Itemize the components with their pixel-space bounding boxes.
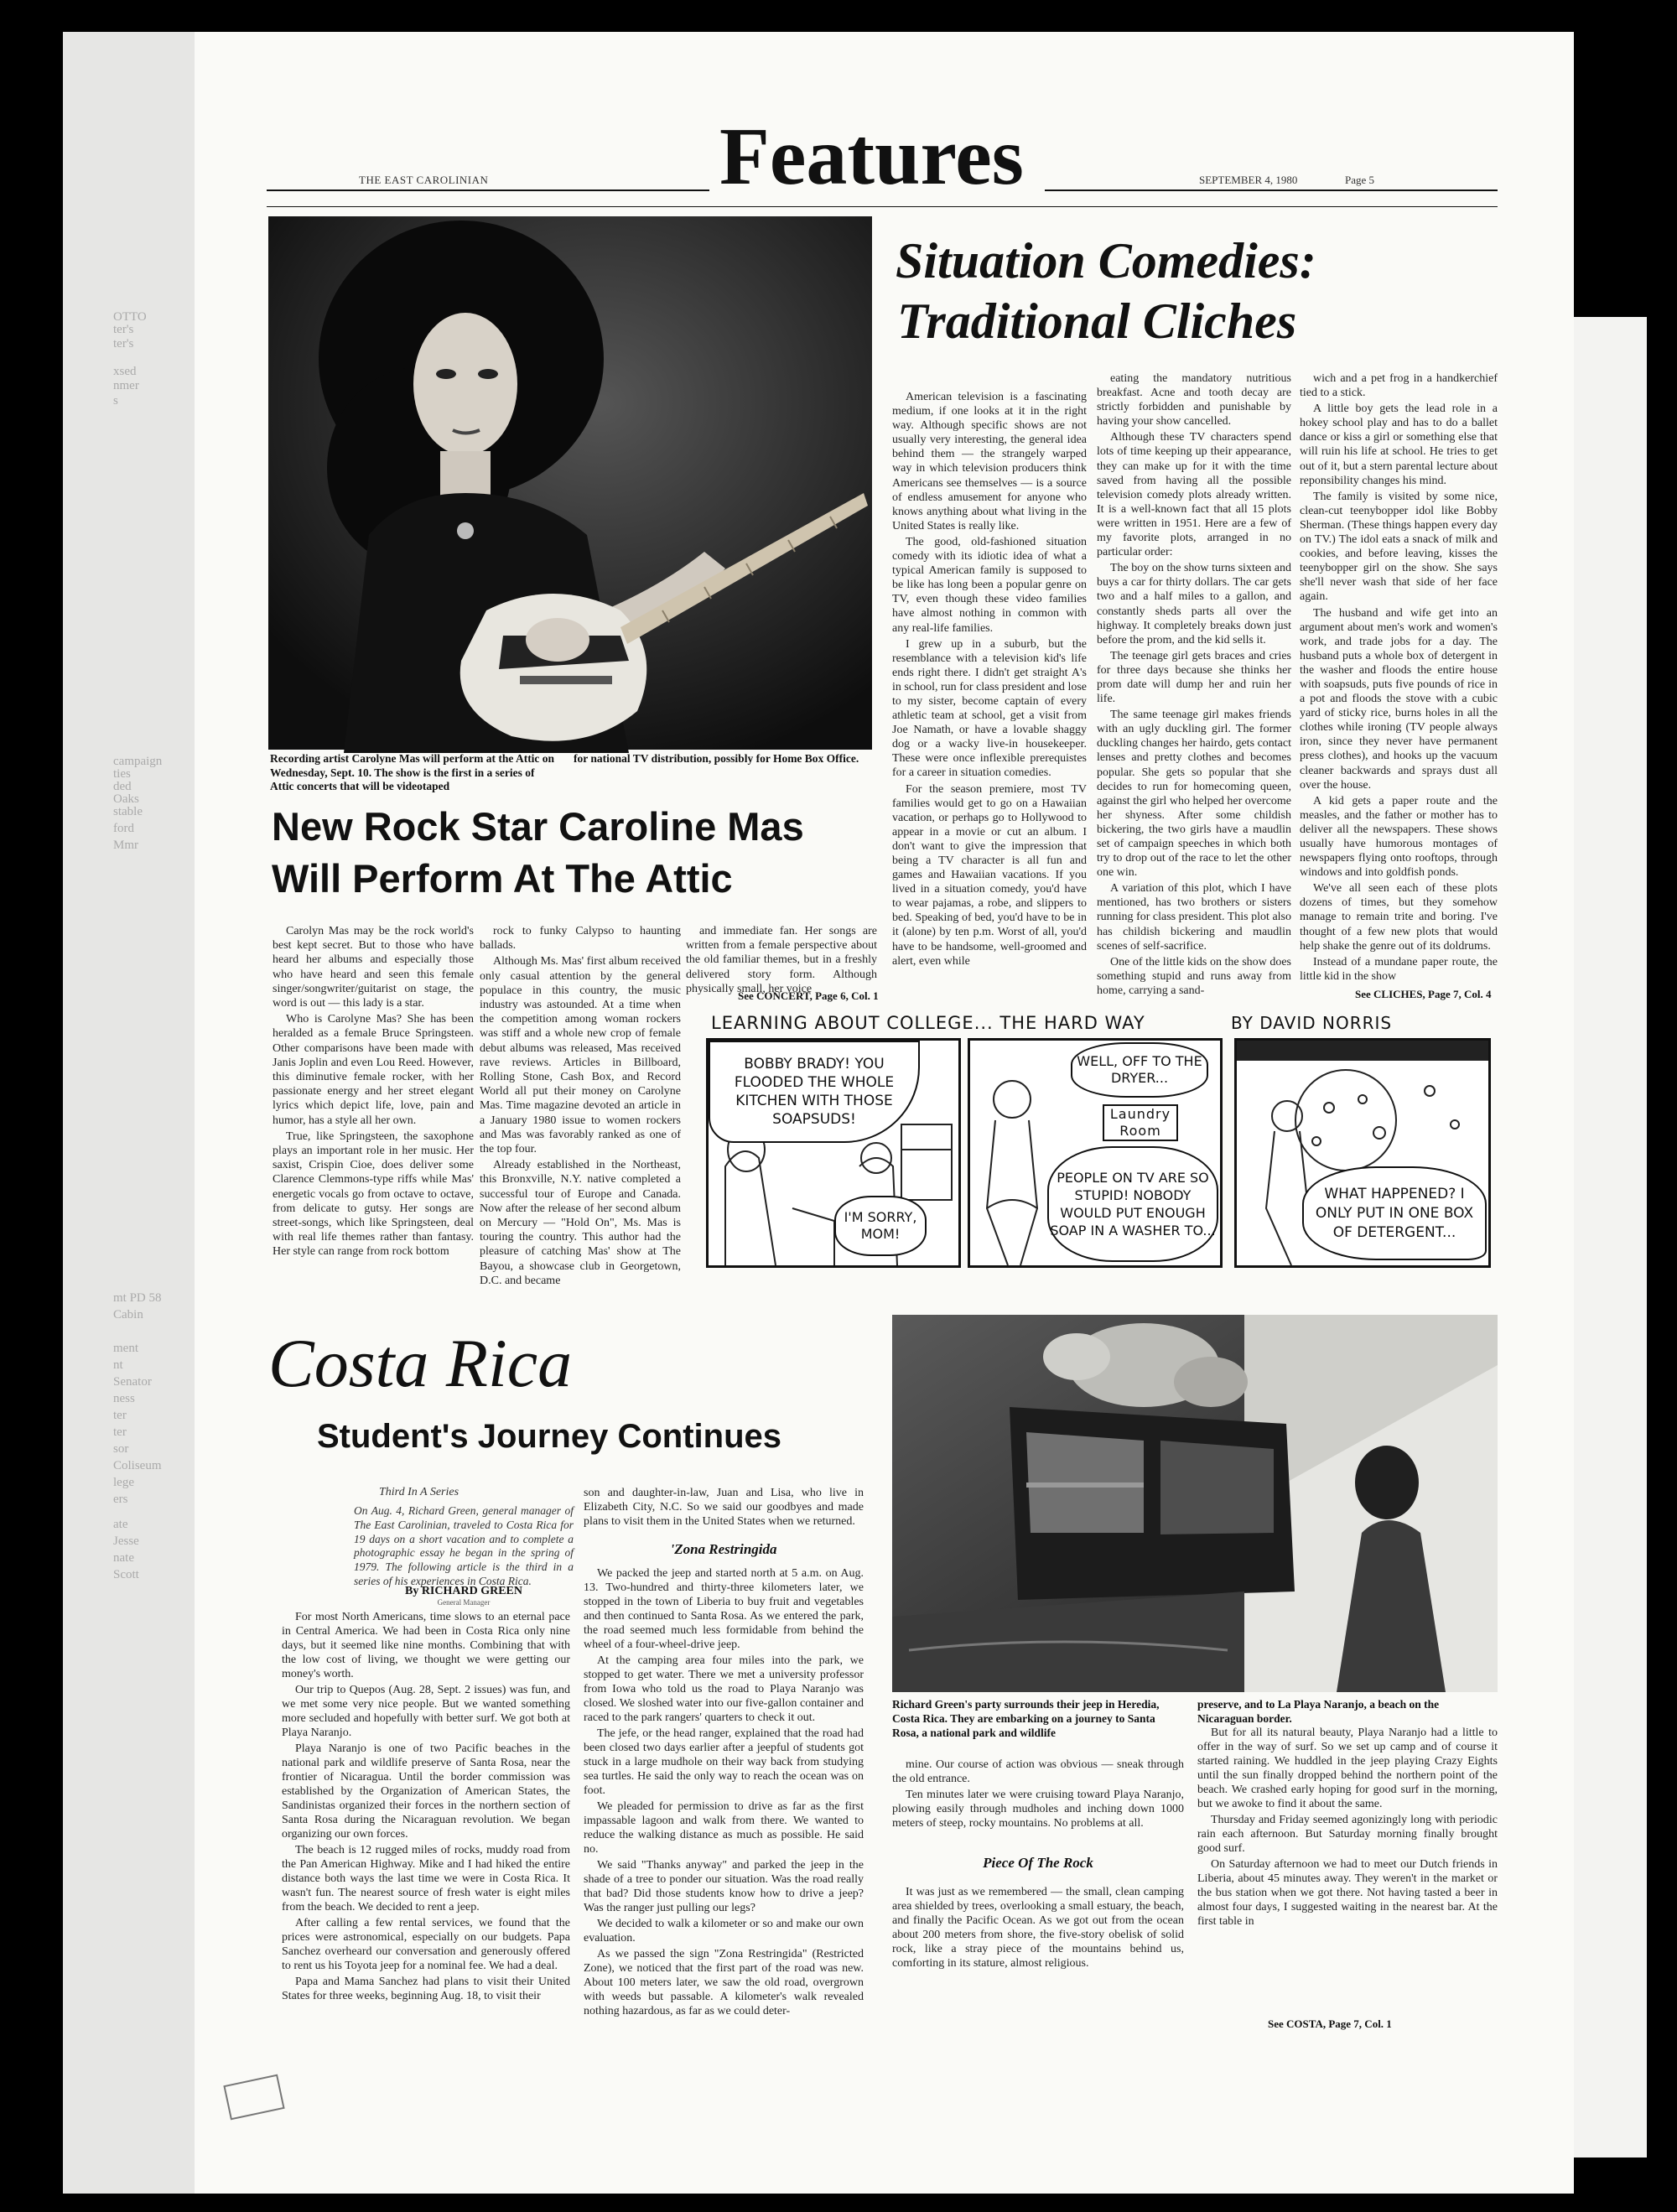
sitcom-paragraph: Although these TV characters spend lots of time keeping up their appearance, they can make up for it with the time saved from having all the possible television comedy plots already written. It is a well-known fact that all 15 plots were written in 1951. Here are a few of my favorite plots, arranged in no particular order: bbox=[1097, 431, 1291, 559]
comic-panel-1 bbox=[706, 1038, 961, 1268]
previous-page-word: ded bbox=[113, 780, 132, 793]
comic-panel-1-balloon-1: BOBBY BRADY! YOU FLOODED THE WHOLE KITCHEN WITH THOSE SOAPSUDS! bbox=[709, 1041, 920, 1143]
concert-paragraph: Although Ms. Mas' first album received only casual attention by the general populace in this country, the music industry was astounded. At a time when the competition among woman rockers was stiff and a whole new crop of female debut albums was released, Mas received rave reviews. Articles in Billboard, Rolling Stone, Cash Box, and Record World all put their money on Carolyne Mas. Time magazine devoted an article in a January 1980 issue to women rockers and Mas was favorably ranked as one of the top four. bbox=[480, 955, 681, 1156]
previous-page-word: Oaks bbox=[113, 792, 139, 806]
previous-page-word: Jesse bbox=[113, 1534, 139, 1548]
comic-panel-2-balloon-2: PEOPLE ON TV ARE SO STUPID! NOBODY WOULD PUT ENOUGH SOAP IN A WASHER TO... bbox=[1047, 1146, 1218, 1262]
carolyne-mas-photo bbox=[268, 216, 872, 750]
previous-page-word: ment bbox=[113, 1342, 138, 1355]
previous-page-word: ers bbox=[113, 1493, 128, 1506]
sitcom-paragraph: The husband and wife get into an argument about men's work and women's work, and trade jobs for a day. The husband puts a whole box of detergent in the washer and floods the entire house with soapsuds, puts five pounds of rice in a pot and floods the stove with a cubic yard of sticky rice, burns holes in all the clothes while ironing (TV people always iron, since they never have permanent press clothes), and hooks up the vacuum cleaner backwards and sprays dust all over the house. bbox=[1300, 606, 1498, 792]
comic-panel-2-sign: Laundry Room bbox=[1103, 1104, 1178, 1141]
sitcom-paragraph: A kid gets a paper route and the measles, and the father or mother has to deliver all the newspapers. These shows usually have humorous montages of newspapers flying onto rooftops, through windows and into goldfish ponds. bbox=[1300, 794, 1498, 880]
costa-paragraph: Thursday and Friday seemed agonizingly long with periodic rain each afternoon. But Saturday morning finally brought good surf. bbox=[1197, 1814, 1498, 1855]
costa-paragraph: For most North Americans, time slows to an eternal pace in Central America. We had been in Costa Rica only nine days, but it seemed like nine months. Combining that with the low cost of living, we thought we were getting our money's worth. bbox=[282, 1611, 570, 1680]
concert-headline-line2: Will Perform At The Attic bbox=[272, 856, 733, 901]
costa-paragraph: But for all its natural beauty, Playa Naranjo had a little to offer in the way of surf. So we set up camp and of course it started raining. We huddled in the jeep playing Crazy Eights until the sun finally dropped behind the northern point of the beach. We crashed early hoping for good surf in the morning, but we awoke to find it about the same. bbox=[1197, 1727, 1498, 1810]
sitcom-paragraph: Instead of a mundane paper route, the little kid in the show bbox=[1300, 955, 1498, 983]
sitcom-headline-line2: Traditional Cliches bbox=[897, 293, 1297, 349]
costa-paragraph: As we passed the sign "Zona Restringida" (Restricted Zone), we noticed that the first part of the road was new. About 100 meters later, we saw the old road, overgrown with weeds but passable. A kilometer's walk revealed nothing hazardous, as far as we could deter- bbox=[584, 1948, 864, 2017]
sitcom-headline-line1: Situation Comedies: bbox=[896, 233, 1316, 288]
concert-paragraph: Already established in the Northeast, this Bronxville, N.Y. native completed a successful tour of Europe and Canada. Now after the release of her second album on Mercury — "Hold On", Ms. Mas is touring the country. This author had the pleasure of catching Mas' show at The Bayou, a showcase club in Georgetown, D.C. and became bbox=[480, 1159, 681, 1287]
sitcom-column-2 bbox=[1097, 371, 1291, 997]
costa-paragraph: The jefe, or the head ranger, explained that the road had been closed two days earlier after a jeepful of students got stuck in a large mudhole on their way back from studying sea turtles. He said the only way to reach the ocean was on foot. bbox=[584, 1727, 864, 1797]
previous-page-word: Scott bbox=[113, 1568, 139, 1581]
costa-byline-title: General Manager bbox=[437, 1598, 491, 1607]
sitcom-paragraph: For the season premiere, most TV families would get to go on a Hawaiian vacation, or perhaps go to Hollywood to appear in a movie or cut an album. I don't want to give the impression that being a TV character is all fun and games and Hawaiian vacations. If you lived in a situation comedy, you'd have to wear pajamas, a robe, and slippers to bed. Speaking of bed, you'd have to be in it (alone) by ten p.m. Worst of all, you'd have to be handsome, well-groomed and alert, even while bbox=[892, 782, 1087, 968]
concert-column-1 bbox=[273, 924, 474, 1300]
comic-panel-3-balloon: WHAT HAPPENED? I ONLY PUT IN ONE BOX OF DETERGENT... bbox=[1302, 1166, 1487, 1260]
previous-page-word: nate bbox=[113, 1551, 134, 1565]
previous-page-word: Senator bbox=[113, 1375, 152, 1389]
costa-column-4 bbox=[1197, 1726, 1498, 2009]
costa-paragraph: It was just as we remembered — the small, clean camping area shielded by trees, overlooking a small estuary, the beach, and finally the Pacific Ocean. As we got out from the ocean about 200 meters from shore, the five-story obelisk of solid rock, like a stray piece of the mountains behind us, comforting in its stature, almost religious. bbox=[892, 1886, 1184, 1970]
jeep-photo bbox=[892, 1315, 1498, 1692]
previous-page-word: nmer bbox=[113, 379, 139, 392]
costa-column-2 bbox=[584, 1566, 864, 2115]
previous-page-word: ter bbox=[113, 1409, 127, 1422]
sitcom-paragraph: The boy on the show turns sixteen and buys a car for thirty dollars. The car gets two and a half miles to a gallon, and constantly sheds parts all over the highway. It completely breaks down just before the prom, and the kid sells it. bbox=[1097, 562, 1291, 646]
masthead-rule-left bbox=[267, 190, 709, 191]
sitcom-paragraph: I grew up in a suburb, but the resemblance with a television kid's life ends right there. I didn't get straight A's in school, run for class president and lose to my sister, become captain of every athletic team at school, get a visit from Joe Namath, or have a lovable shaggy dog or a wacky live-in housekeeper. These were once inflexible prerequistes for a career in situation comedies. bbox=[892, 637, 1087, 780]
previous-page-word: Cabin bbox=[113, 1308, 143, 1321]
costa-paragraph: Ten minutes later we were cruising toward Playa Naranjo, plowing easily through mudholes and inching down 1000 meters of steep, rocky mountains. No problems at all. bbox=[892, 1789, 1184, 1830]
sitcom-paragraph: A little boy gets the lead role in a hokey school play and has to do a ballet dance or kiss a girl or something else that will ruin his life at school. He tries to get out of it, but a stern parental lecture about reponsibility changes his mind. bbox=[1300, 402, 1498, 487]
section-title: Features bbox=[719, 112, 1024, 202]
previous-page-word: mt PD 58 bbox=[113, 1291, 162, 1305]
comic-title: LEARNING ABOUT COLLEGE... THE HARD WAY bbox=[711, 1013, 1145, 1033]
concert-paragraph: and immediate fan. Her songs are written from a female perspective about the old familiar themes, but in a freshly delivered story form. Although physically small, her voice bbox=[686, 925, 877, 995]
costa-paragraph: Playa Naranjo is one of two Pacific beaches in the national park and wildlife preserve of Santa Rosa, near the frontier of Nicaragua. Until the border commission was established by the Organization of American States, the Sandinistas organized their forces in the northern section of Santa Rosa during the Nicaraguan revolution. We began organizing our own forces. bbox=[282, 1742, 570, 1841]
masthead-date: SEPTEMBER 4, 1980 bbox=[1199, 174, 1298, 186]
sitcom-paragraph: wich and a pet frog in a handkerchief tied to a stick. bbox=[1300, 372, 1498, 400]
costa-paragraph: mine. Our course of action was obvious — sneak through the old entrance. bbox=[892, 1758, 1184, 1785]
previous-page-word: OTTO bbox=[113, 310, 147, 324]
previous-page-word: s bbox=[113, 394, 118, 408]
costa-subhead: Student's Journey Continues bbox=[317, 1418, 782, 1455]
concert-paragraph: Carolyn Mas may be the rock world's best kept secret. But to those who have heard her albums and especially those who have heard and seen this female singer/songwriter/guitarist on stage, the word is out — this lady is a star. bbox=[273, 925, 474, 1010]
previous-page-word: campaign bbox=[113, 755, 163, 768]
sitcom-paragraph: The teenage girl gets braces and cries for three days because she thinks her prom date will dump her and ruin her life. bbox=[1097, 649, 1291, 706]
concert-headline-line1: New Rock Star Caroline Mas bbox=[272, 804, 804, 849]
costa-column-3-subhead: Piece Of The Rock bbox=[983, 1855, 1093, 1871]
sitcom-column-1 bbox=[892, 390, 1087, 987]
previous-page-word: xsed bbox=[113, 365, 137, 378]
sitcom-paragraph: One of the little kids on the show does something stupid and runs away from home, carrying a sand- bbox=[1097, 955, 1291, 997]
previous-page-word: ate bbox=[113, 1518, 128, 1531]
sitcom-paragraph: The family is visited by some nice, clean-cut teenybopper idol like Bobby Sherman. (These things happen every day on TV.) The idol eats a snack of milk and cookies, and before leaving, kisses the teenybopper girl on the show. She says she'll never wash that side of her face again. bbox=[1300, 490, 1498, 604]
previous-page-word: Coliseum bbox=[113, 1459, 162, 1472]
concert-paragraph: Who is Carolyne Mas? She has been heralded as a female Bruce Springsteen. Other comparisons have been made with Janis Joplin and even Lou Reed. However, this diminutive female rocker, with her passionate energy and her street elegant lyrics which depict life, love, pain and humor, has a style all her own. bbox=[273, 1013, 474, 1127]
previous-page-word: nt bbox=[113, 1358, 123, 1372]
costa-paragraph: We packed the jeep and started north at 5 a.m. on Aug. 13. Two-hundred and thirty-three kilometers later, we stopped in the town of Liberia to buy fruit and vegetables and then continued to Santa Rosa. As we entered the park, the road seemed much less formidable from behind the wheel of a four-wheel-drive jeep. bbox=[584, 1567, 864, 1651]
jeep-photo-caption-left: Richard Green's party surrounds their jeep in Heredia, Costa Rica. They are embarking on a journey to Santa Rosa, a national park and wildlife bbox=[892, 1698, 1160, 1739]
costa-continued-line: See COSTA, Page 7, Col. 1 bbox=[1268, 2017, 1392, 2030]
costa-paragraph: After calling a few rental services, we found that the prices were astronomical, especially on our budgets. Papa Sanchez overheard our conversation and generously offered to rent us his Toyota jeep for a nominal fee. We had a deal. bbox=[282, 1917, 570, 1972]
concert-column-2 bbox=[480, 924, 681, 1300]
previous-page-word: ford bbox=[113, 822, 134, 835]
previous-page-word: ter bbox=[113, 1425, 127, 1439]
costa-byline: By RICHARD GREEN bbox=[404, 1585, 522, 1597]
costa-paragraph: We decided to walk a kilometer or so and make our own evaluation. bbox=[584, 1918, 864, 1945]
sitcom-paragraph: The same teenage girl makes friends with an ugly duckling girl. The former duckling changes her hairdo, gets contact lenses and pretty clothes and becomes popular. She gets so popular that she decides to run for homecoming queen, against the girl who helped her overcome her shyness. After some childish bickering, the two girls have a maudlin set of campaign speeches in which both try to drop out of the race to let the other one win. bbox=[1097, 709, 1291, 880]
comic-panel-1-balloon-2: I'M SORRY, MOM! bbox=[834, 1196, 927, 1256]
previous-page-word: sor bbox=[113, 1442, 129, 1456]
previous-page-word: ties bbox=[113, 767, 131, 781]
previous-page-word: stable bbox=[113, 805, 143, 818]
page-number: Page 5 bbox=[1345, 174, 1375, 186]
previous-page-word: ter's bbox=[113, 337, 134, 350]
concert-paragraph: rock to funky Calypso to haunting ballads. bbox=[480, 925, 681, 953]
concert-photo-caption-right: for national TV distribution, possibly for Home Box Office. bbox=[574, 752, 859, 765]
costa-column-2-subhead: 'Zona Restringida bbox=[670, 1541, 777, 1557]
costa-paragraph: The beach is 12 rugged miles of rocks, muddy road from the Pan American Highway. Mike and I had hiked the entire distance both ways the last time we were in Costa Rica. It wasn't fun. The nearest source of fresh water is eight miles from the beach. We decided to rent a jeep. bbox=[282, 1844, 570, 1913]
previous-page-word: lege bbox=[113, 1476, 134, 1489]
costa-paragraph: At the camping area four miles into the park, we stopped to get water. There we met a university professor from Iowa who told us the road to Playa Naranjo was closed. We sloshed water into our five-gallon container and raced to the park rangers' quarters to check it out. bbox=[584, 1654, 864, 1724]
costa-paragraph: Papa and Mama Sanchez had plans to visit their United States for three weeks, beginning Aug. 18, to visit their bbox=[282, 1976, 570, 2002]
costa-paragraph: We pleaded for permission to drive as far as the first impassable lagoon and walk from there. We wanted to reduce the walking distance as much as possible. He said no. bbox=[584, 1800, 864, 1856]
previous-page-word: ter's bbox=[113, 323, 134, 336]
comic-byline: BY DAVID NORRIS bbox=[1231, 1013, 1393, 1033]
previous-page-edge bbox=[63, 32, 197, 2194]
sitcom-column-3 bbox=[1300, 371, 1498, 984]
costa-column-1 bbox=[282, 1610, 570, 2113]
concert-column-3 bbox=[686, 924, 877, 995]
sitcom-paragraph: We've all seen each of these plots dozens of times, but they somehow manage to remain trite and boring. I've thought of a few new plots that would help shake the genre out of its doldrums. bbox=[1300, 882, 1498, 953]
costa-series-label: Third In A Series bbox=[379, 1486, 459, 1498]
costa-headline: Costa Rica bbox=[268, 1325, 573, 1401]
comic-panel-2 bbox=[968, 1038, 1223, 1268]
previous-page-word: ness bbox=[113, 1392, 135, 1405]
concert-photo-caption-left: Recording artist Carolyne Mas will perform at the Attic on Wednesday, Sept. 10. The show is the first in a series of Attic concerts that will be videotaped bbox=[270, 752, 555, 792]
concert-continued-line: See CONCERT, Page 6, Col. 1 bbox=[738, 989, 879, 1002]
previous-page-word: Mmr bbox=[113, 839, 138, 852]
sitcom-paragraph: The good, old-fashioned situation comedy with its idiotic idea of what a typical American family is supposed to be like has long been a popular genre on TV, even though these video families have almost nothing in common with any real-life families. bbox=[892, 535, 1087, 635]
sitcom-paragraph: American television is a fascinating medium, if one looks at it in the right way. Although specific shows are not usually very interesting, the general idea behind them — the strangely warped way in which television producers think Americans see themselves — is a source of endless amusement for anyone who knows anything about what living in the United States is really like. bbox=[892, 391, 1087, 532]
costa-column-3b bbox=[892, 1885, 1184, 1994]
sitcom-continued-line: See CLICHES, Page 7, Col. 4 bbox=[1355, 988, 1492, 1000]
costa-column-2-top: son and daughter-in-law, Juan and Lisa, who live in Elizabeth City, N.C. So we said our goodbyes and made plans to visit them in the United States when we returned. bbox=[584, 1487, 864, 1528]
masthead-paper-name: THE EAST CAROLINIAN bbox=[359, 174, 489, 186]
concert-paragraph: True, like Springsteen, the saxophone plays an important role in her music. Her saxist, Crispin Cioe, does deliver some Clarence Clemmons-type riffs while Mas' energetic vocals go from octave to octave, from delicate to gutsy. Her songs are street-songs, which like Springsteen, deal with real life themes rather than fantasy. Her style can range from rock bottom bbox=[273, 1129, 474, 1259]
sitcom-paragraph: A variation of this plot, which I have mentioned, has two brothers or sisters running for class president. This plot also has childish bickering and maudlin scenes of self-sacrifice. bbox=[1097, 882, 1291, 953]
costa-paragraph: We said "Thanks anyway" and parked the jeep in the shade of a tree to ponder our situation. Was the road really that bad? Did those students know how to drive a jeep? Was the ranger just pulling our legs? bbox=[584, 1859, 864, 1914]
costa-intro: On Aug. 4, Richard Green, general manager of The East Carolinian, traveled to Costa Rica for 19 days on a short vacation and to complete a photographic essay he began in the spring of 1979. The following article is the third in a series of his experiences in Costa Rica. bbox=[354, 1504, 574, 1587]
costa-paragraph: On Saturday afternoon we had to meet our Dutch friends in Liberia, about 45 minutes away. They weren't in the market or the bus station when we got there. Not having tasted a beer in almost four days, I suggested waiting in the nearest bar. At the first table in bbox=[1197, 1858, 1498, 1928]
costa-column-3 bbox=[892, 1758, 1184, 1841]
masthead-rule-right bbox=[1045, 190, 1498, 191]
sitcom-paragraph: eating the mandatory nutritious breakfast. Acne and tooth decay are strictly forbidden and punishable by having your show cancelled. bbox=[1097, 372, 1291, 428]
next-page-edge bbox=[1574, 317, 1647, 2157]
comic-panel-2-balloon-1: WELL, OFF TO THE DRYER... bbox=[1071, 1042, 1208, 1098]
jeep-photo-caption-right: preserve, and to La Playa Naranjo, a beach on the Nicaraguan border. bbox=[1197, 1698, 1440, 1725]
masthead-rule-bottom bbox=[267, 206, 1498, 207]
costa-paragraph: Our trip to Quepos (Aug. 28, Sept. 2 issues) was fun, and we met some very nice people. But we wanted something more secluded and hopefully with better surf. We got both at Playa Naranjo. bbox=[282, 1684, 570, 1739]
comic-panel-3 bbox=[1234, 1038, 1491, 1268]
